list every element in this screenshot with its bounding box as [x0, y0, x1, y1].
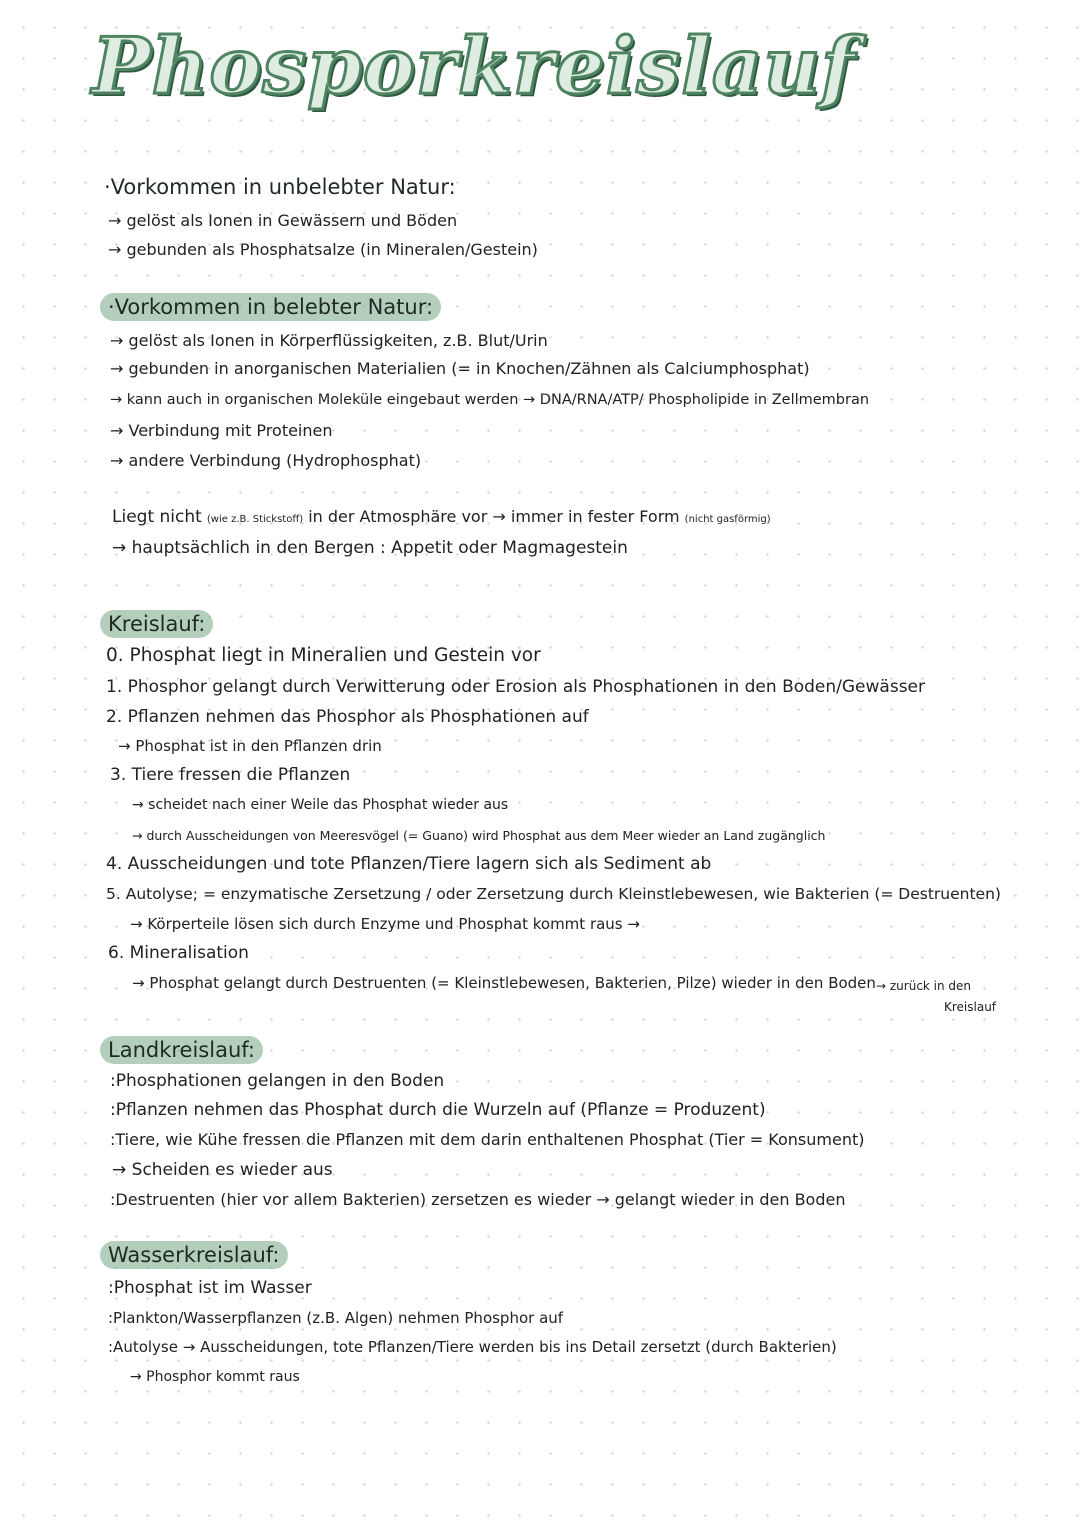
text-line: → gebunden in anorganischen Materialien (= in Knochen/Zähnen als Calciumphosphat)	[110, 359, 810, 378]
text-line: :Autolyse → Ausscheidungen, tote Pflanzen/Tiere werden bis ins Detail zersetzt (durch Bakterien)	[108, 1338, 837, 1356]
cycle-step: 3. Tiere fressen die Pflanzen	[110, 765, 351, 785]
atmosphere-note	[112, 506, 771, 531]
text-line: :Pflanzen nehmen das Phosphat durch die Wurzeln auf (Pflanze = Produzent)	[110, 1100, 766, 1120]
text-line: → hauptsächlich in den Bergen : Appetit oder Magmagestein	[112, 538, 628, 558]
cycle-step: 1. Phosphor gelangt durch Verwitterung oder Erosion als Phosphationen in den Boden/Gewässer	[106, 677, 925, 697]
text-line: :Destruenten (hier vor allem Bakterien) zersetzen es wieder → gelangt wieder in den Boden	[110, 1190, 846, 1209]
heading-belebte-natur: ·Vorkommen in belebter Natur:	[100, 293, 441, 321]
text-line: → Verbindung mit Proteinen	[110, 421, 333, 440]
heading-unbelebte-natur: ·Vorkommen in unbelebter Natur:	[104, 175, 456, 199]
text-line: → Phosphor kommt raus	[130, 1369, 300, 1385]
cycle-step: 6. Mineralisation	[108, 943, 249, 963]
heading-wasserkreislauf: Wasserkreislauf:	[100, 1241, 288, 1269]
text-line: :Phosphat ist im Wasser	[108, 1278, 312, 1298]
text-line: :Plankton/Wasserpflanzen (z.B. Algen) nehmen Phosphor auf	[108, 1309, 564, 1327]
text-line: → scheidet nach einer Weile das Phosphat wieder aus	[132, 797, 509, 813]
text-line: → Phosphat gelangt durch Destruenten (= Kleinstlebewesen, Bakterien, Pilze) wieder in den Boden	[132, 974, 876, 992]
text-line: → andere Verbindung (Hydrophosphat)	[110, 451, 422, 470]
cycle-step: 4. Ausscheidungen und tote Pflanzen/Tiere lagern sich als Sediment ab	[106, 854, 712, 874]
text-line: :Tiere, wie Kühe fressen die Pflanzen mit dem darin enthaltenen Phosphat (Tier = Konsument)	[110, 1130, 865, 1149]
heading-kreislauf: Kreislauf:	[100, 610, 213, 638]
text-fragment: Liegt nicht	[112, 507, 202, 527]
text-line: → durch Ausscheidungen von Meeresvögel (= Guano) wird Phosphat aus dem Meer wieder an Land zugänglich	[132, 828, 826, 843]
text-line: → gebunden als Phosphatsalze (in Mineralen/Gestein)	[108, 240, 538, 259]
text-line: → Körperteile lösen sich durch Enzyme und Phosphat kommt raus →	[130, 915, 640, 933]
text-line: → Phosphat ist in den Pflanzen drin	[118, 737, 382, 755]
text-line: → zurück in den	[876, 979, 972, 993]
cycle-step: 5. Autolyse; = enzymatische Zersetzung / oder Zersetzung durch Kleinstlebewesen, wie Bakterien (= Destruenten)	[106, 885, 1001, 903]
text-line: → Scheiden es wieder aus	[112, 1160, 333, 1180]
text-line: → gelöst als Ionen in Gewässern und Böden	[108, 211, 458, 230]
text-fragment: in der Atmosphäre vor → immer in fester Form	[308, 507, 680, 526]
cycle-step: 0. Phosphat liegt in Mineralien und Gestein vor	[106, 645, 541, 666]
text-line: → kann auch in organischen Moleküle eingebaut werden → DNA/RNA/ATP/ Phospholipide in Zellmembran	[110, 392, 870, 408]
small-note: (wie z.B. Stickstoff)	[206, 514, 304, 525]
page-title: Phosporkreislauf	[92, 21, 856, 112]
small-note: (nicht gasförmig)	[684, 514, 771, 525]
heading-landkreislauf: Landkreislauf:	[100, 1036, 263, 1064]
cycle-step: 2. Pflanzen nehmen das Phosphor als Phosphationen auf	[106, 707, 589, 727]
text-line: → gelöst als Ionen in Körperflüssigkeiten, z.B. Blut/Urin	[110, 331, 548, 350]
text-line: :Phosphationen gelangen in den Boden	[110, 1071, 445, 1091]
text-line: Kreislauf	[944, 1000, 997, 1014]
